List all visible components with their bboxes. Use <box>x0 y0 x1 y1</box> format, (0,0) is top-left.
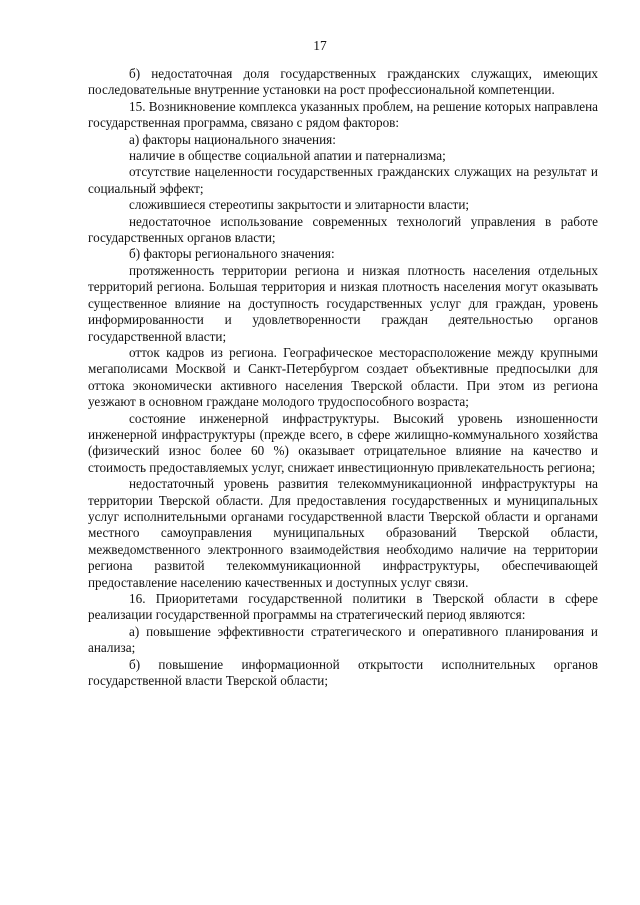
document-body <box>88 66 598 689</box>
paragraph: 16. Приоритетами государственной политики в Тверской области в сфере реализации государственной программы на стратегический период являются: <box>88 591 598 623</box>
paragraph: б) недостаточная доля государственных гражданских служащих, имеющих последовательные внутренние установки на рост профессиональной компетенции. <box>88 66 598 98</box>
paragraph: а) факторы национального значения: <box>129 131 336 147</box>
paragraph: а) повышение эффективности стратегического и оперативного планирования и анализа; <box>88 623 598 656</box>
paragraph: б) повышение информационной открытости исполнительных органов государственной власти Тверской области; <box>88 656 598 689</box>
paragraph: наличие в обществе социальной апатии и патернализма; <box>129 148 446 164</box>
paragraph: отток кадров из региона. Географическое месторасположение между крупными мегаполисами Москвой и Санкт-Петербургом создает объективные предпосылки для оттока экономически активного населения Тверской области. При этом из региона уезжают в основном граждане молодого трудоспособного возраста; <box>88 344 598 410</box>
paragraph: сложившиеся стереотипы закрытости и элитарности власти; <box>129 197 470 213</box>
paragraph: недостаточный уровень развития телекоммуникационной инфраструктуры на территории Тверской области. Для предоставления государственных и муниципальных услуг исполнительными органами государственной власти Тверской области и органами местного самоуправления муниципальных образований Тверской области, межведомственного электронного взаимодействия необходимо наличие на территории региона развитой телекоммуникационной инфраструктуры, обеспечивающей предоставление населению качественных и доступных услуг связи. <box>88 476 598 590</box>
paragraph: состояние инженерной инфраструктуры. Высокий уровень изношенности инженерной инфраструктуры (прежде всего, в сфере жилищно-коммунального хозяйства (физический износ более 60 %) оказывает отрицательное влияние на качество и стоимость предоставляемых услуг, снижает инвестиционную привлекательность региона; <box>88 410 598 475</box>
paragraph: протяженность территории региона и низкая плотность населения отдельных территорий региона. Большая территория и низкая плотность населения могут оказывать существенное влияние на доступность государственных услуг для граждан, уровень информированности и удовлетворенности граждан деятельностью органов государственной власти; <box>88 262 598 344</box>
paragraph: отсутствие нацеленности государственных гражданских служащих на результат и социальный эффект; <box>88 164 598 196</box>
paragraph: недостаточное использование современных технологий управления в работе государственных органов власти; <box>88 213 598 246</box>
page-number: 17 <box>313 38 327 53</box>
paragraph: 15. Возникновение комплекса указанных проблем, на решение которых направлена государственная программа, связано с рядом факторов: <box>88 98 598 131</box>
paragraph: б) факторы регионального значения: <box>129 246 335 262</box>
